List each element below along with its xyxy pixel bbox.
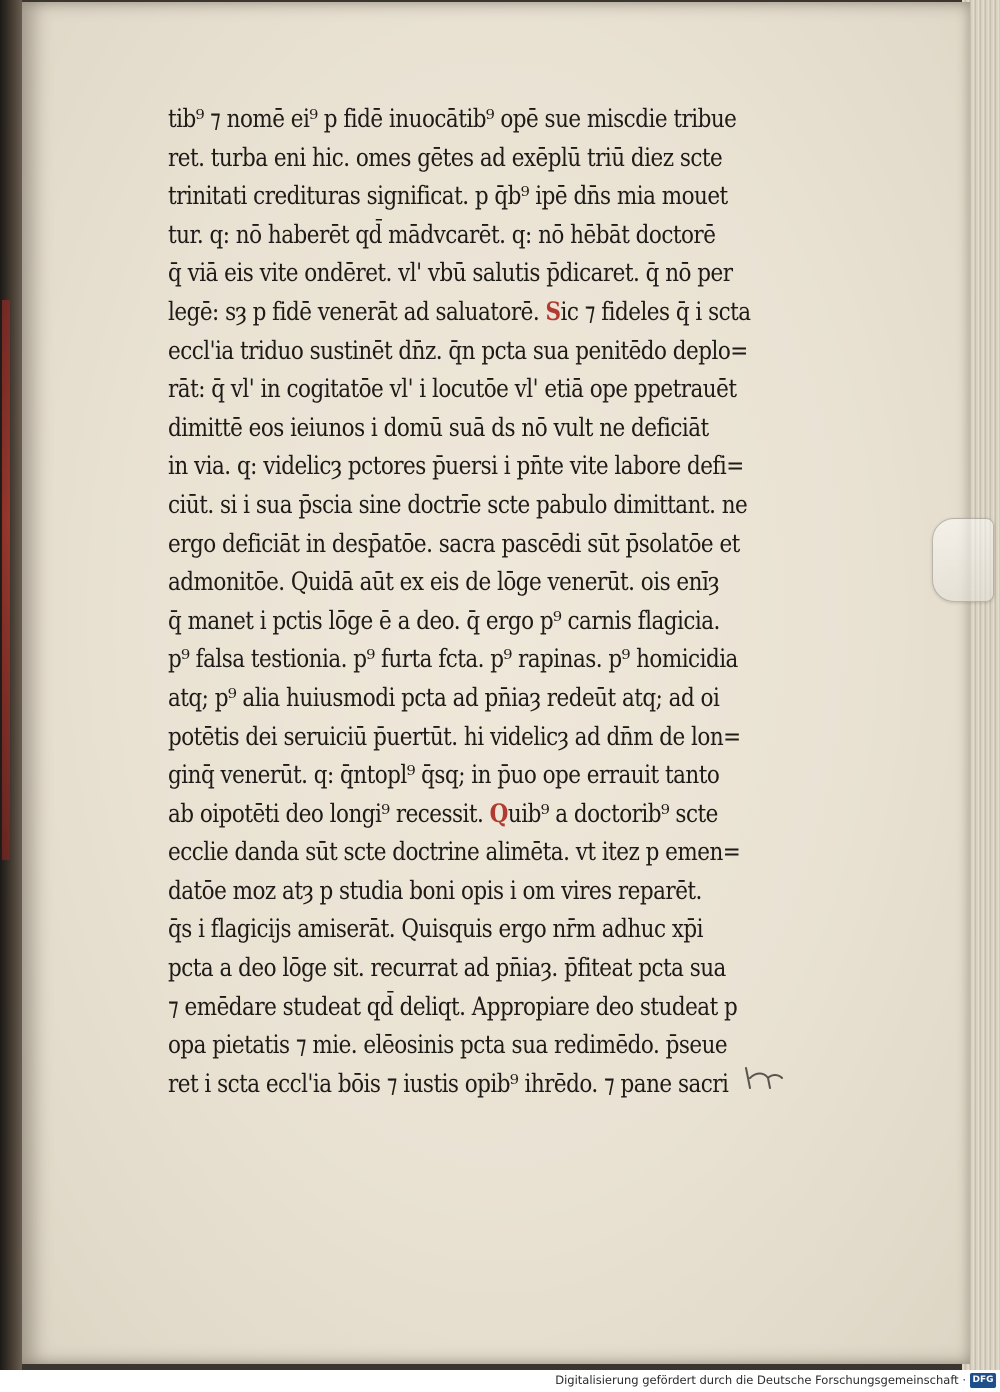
text-line [168, 293, 751, 332]
text-segment: legē: sȝ p fidē venerāt ad saluatorē. [168, 296, 546, 326]
handwritten-mark [742, 1064, 792, 1094]
book-page [22, 2, 970, 1364]
text-line: rāt: q̄ vl' in cogitatōe vl' i locutōe vl' etiā ope ppetrauēt [168, 374, 737, 404]
text-line: opa pietatis ⁊ mie. elēosinis pcta sua redimēdo. p̄seue [168, 1030, 728, 1060]
dfg-logo: DFG [970, 1373, 996, 1388]
text-segment: uib⁹ a doctorib⁹ scte [507, 798, 718, 828]
text-line: admonitōe. Quidā aūt ex eis de lōge venerūt. ois enīȝ [168, 567, 720, 597]
binding-red-edge [2, 300, 10, 860]
text-line [168, 795, 718, 834]
text-line: q̄s i flagicijs amiserāt. Quisquis ergo nr̄m adhuc xp̄i [168, 914, 704, 944]
footer-credit: Digitalisierung gefördert durch die Deutsche Forschungsgemeinschaft · [555, 1373, 966, 1387]
clip-tab [932, 518, 994, 602]
text-line: pcta a deo lōge sit. recurrat ad pn̄iaȝ. p̄fiteat pcta sua [168, 953, 726, 983]
text-line: tur. q: nō haberēt qd̄ mādvcarēt. q: nō hēbāt doctorē [168, 219, 716, 249]
text-line: ergo deficiāt in desp̄atōe. sacra pascēdi sūt p̄solatōe et [168, 528, 740, 558]
text-line: p⁹ falsa testionia. p⁹ furta fcta. p⁹ rapinas. p⁹ homicidia [168, 644, 738, 674]
text-segment: ab oipotēti deo longi⁹ recessit. [168, 798, 490, 828]
text-line: eccl'ia triduo sustinēt dn̄z. q̄n pcta sua penitēdo deplo= [168, 335, 748, 365]
text-block [168, 100, 808, 1103]
footer-bar [0, 1370, 1000, 1392]
text-segment: ic ⁊ fideles q̄ i scta [560, 296, 751, 326]
text-line: atq; p⁹ alia huiusmodi pcta ad pn̄iaȝ redeūt atq; ad oi [168, 682, 720, 712]
text-line: tib⁹ ⁊ nomē ei⁹ p fidē inuocātib⁹ opē sue miscdie tribue [168, 104, 737, 133]
text-line: ⁊ emēdare studeat qd̄ deliqt. Appropiare deo studeat p [168, 991, 738, 1021]
rubricated-initial: S [545, 296, 561, 326]
text-line: q̄ manet i pctis lōge ē a deo. q̄ ergo p⁹ carnis flagicia. [168, 605, 720, 635]
text-line: trinitati credituras significat. p q̄b⁹ ipē dn̄s mia mouet [168, 181, 728, 211]
text-line: ret i scta eccl'ia bōis ⁊ iustis opib⁹ ihrēdo. ⁊ pane sacri [168, 1068, 729, 1098]
text-line: ciūt. si i sua p̄scia sine doctrīe scte pabulo dimittant. ne [168, 489, 748, 519]
text-line: q̄ viā eis vite ondēret. vl' vbū salutis p̄dicaret. q̄ nō per [168, 258, 733, 288]
text-line: datōe moz atȝ p studia boni opis i om vires reparēt. [168, 875, 702, 905]
text-line: ginq̄ venerūt. q: q̄ntopl⁹ q̄sq; in p̄uo ope errauit tanto [168, 760, 720, 790]
text-line: ret. turba eni hic. omes gētes ad exēplū triū diez scte [168, 142, 723, 172]
book-binding [0, 0, 22, 1370]
text-line: potētis dei seruiciū p̄uertūt. hi videlicȝ ad dn̄m de lon= [168, 721, 741, 751]
rubricated-initial: Q [489, 798, 508, 828]
text-line: dimittē eos ieiunos i domū suā ds nō vult ne deficiāt [168, 412, 709, 442]
text-line: in via. q: videlicȝ pctores p̄uersi i pn̄te vite labore defi= [168, 451, 744, 481]
text-line: ecclie danda sūt scte doctrine alimēta. vt itez p emen= [168, 837, 741, 867]
